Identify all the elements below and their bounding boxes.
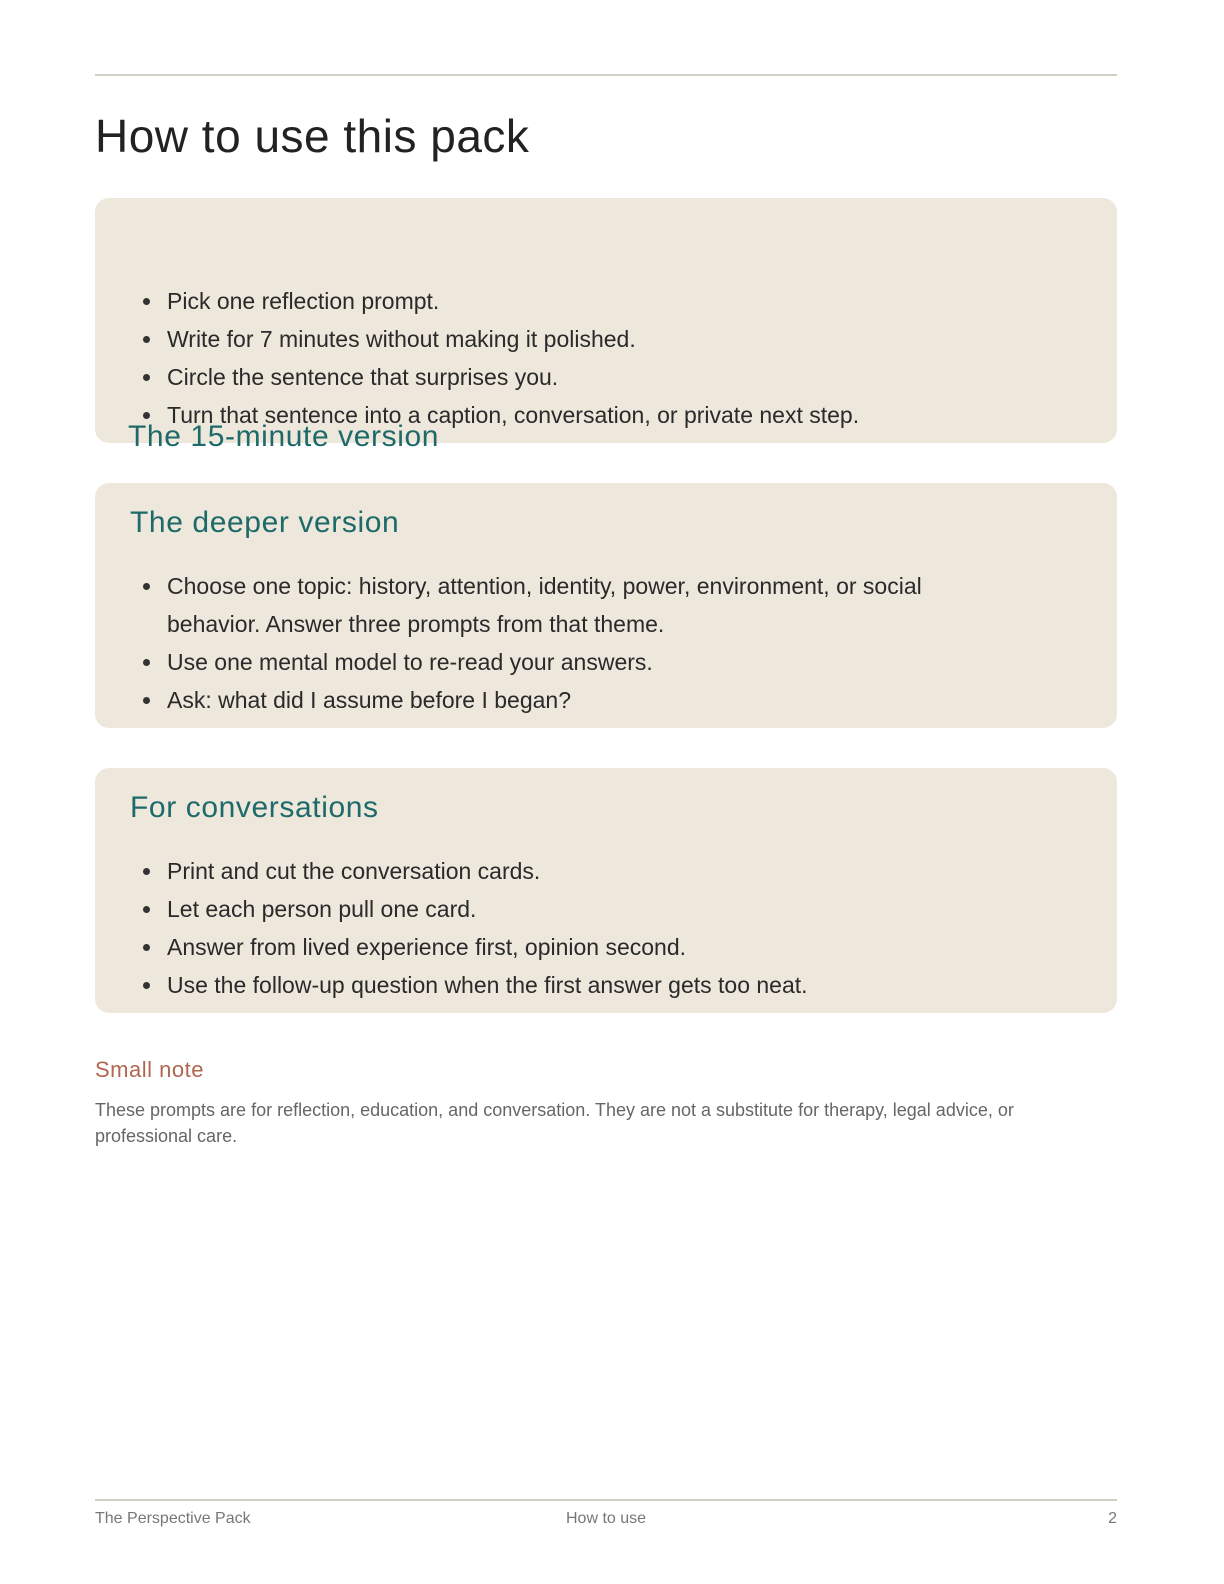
footer-publication-name: The Perspective Pack bbox=[95, 1510, 251, 1527]
list-item: Write for 7 minutes without making it polished. bbox=[135, 320, 975, 358]
note-title: Small note bbox=[95, 1057, 204, 1082]
section-list bbox=[135, 567, 975, 719]
page-title: How to use this pack bbox=[95, 110, 530, 162]
list-item: Circle the sentence that surprises you. bbox=[135, 358, 975, 396]
page-number: 2 bbox=[1108, 1510, 1117, 1527]
section-card-15-minute bbox=[95, 198, 1117, 453]
top-divider bbox=[95, 74, 1117, 76]
list-item: Choose one topic: history, attention, identity, power, environment, or social behavior. Answer three prompts from that theme. bbox=[135, 567, 975, 643]
list-item: Print and cut the conversation cards. bbox=[135, 852, 975, 890]
section-card-deeper bbox=[95, 483, 1117, 728]
list-item: Use the follow-up question when the first answer gets too neat. bbox=[135, 966, 975, 1004]
section-list bbox=[135, 852, 975, 1004]
section-title: The deeper version bbox=[130, 506, 400, 539]
list-item: Ask: what did I assume before I began? bbox=[135, 681, 975, 719]
list-item: Turn that sentence into a caption, conversation, or private next step. bbox=[135, 396, 975, 434]
footer-section-name: How to use bbox=[566, 1510, 647, 1527]
list-item: Pick one reflection prompt. bbox=[135, 282, 975, 320]
list-item: Use one mental model to re-read your answers. bbox=[135, 643, 975, 681]
list-item: Answer from lived experience first, opinion second. bbox=[135, 928, 975, 966]
section-title: For conversations bbox=[130, 791, 379, 824]
section-card-conversations bbox=[95, 768, 1117, 1013]
section-title: The 15-minute version bbox=[128, 420, 440, 453]
note-body: These prompts are for reflection, education, and conversation. They are not a substitute for therapy, legal advice, or professional care. bbox=[95, 1100, 1014, 1146]
section-list bbox=[135, 282, 975, 434]
footer-divider bbox=[95, 1499, 1117, 1501]
list-item: Let each person pull one card. bbox=[135, 890, 975, 928]
